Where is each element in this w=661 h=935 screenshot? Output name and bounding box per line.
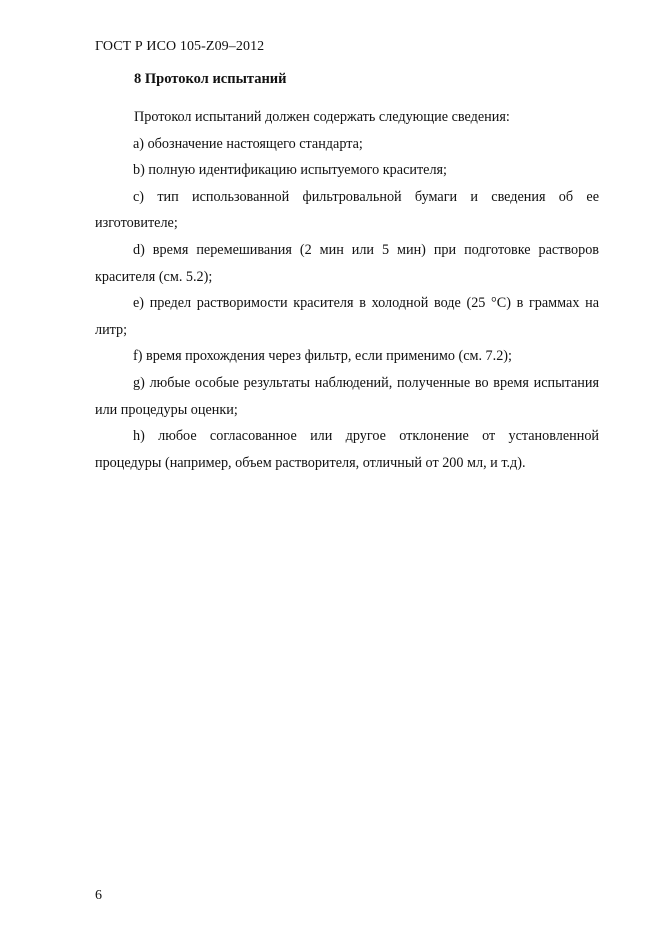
list-item-letter: e) bbox=[133, 295, 145, 312]
list-item-text: любые особые результаты наблюдений, полученные во время испытания или процедуры оценки; bbox=[95, 374, 600, 418]
section-title: 8 Протокол испытаний bbox=[134, 71, 287, 87]
list-item bbox=[95, 237, 599, 290]
list-item-letter: b) bbox=[133, 162, 145, 179]
list-item bbox=[95, 131, 599, 158]
section-body bbox=[95, 104, 599, 476]
list-item-letter: f) bbox=[133, 348, 143, 365]
list-item-letter: c) bbox=[133, 188, 145, 205]
list-item bbox=[95, 423, 599, 476]
list-item bbox=[95, 370, 599, 423]
list-item-letter: g) bbox=[133, 374, 145, 391]
page-number: 6 bbox=[95, 888, 102, 903]
list-item-text: полную идентификацию испытуемого красителя; bbox=[148, 162, 447, 179]
list-item bbox=[95, 184, 599, 237]
list-item-text: любое согласованное или другое отклонение от установленной процедуры (например, объем растворителя, отличный от 200 мл, и т.д). bbox=[95, 428, 600, 471]
list-item bbox=[95, 157, 599, 184]
list-item-text: время перемешивания (2 мин или 5 мин) при подготовке растворов красителя (см. 5.2); bbox=[95, 241, 600, 285]
list-item-letter: h) bbox=[133, 428, 145, 445]
list-item-text: обозначение настоящего стандарта; bbox=[147, 135, 363, 152]
list-item-letter: a) bbox=[133, 135, 145, 152]
list-item-text: предел растворимости красителя в холодной воде (25 °С) в граммах на литр; bbox=[95, 295, 600, 338]
section-intro: Протокол испытаний должен содержать следующие сведения: bbox=[134, 109, 510, 125]
list-item-text: время прохождения через фильтр, если применимо (см. 7.2); bbox=[146, 348, 512, 365]
list-item-text: тип использованной фильтровальной бумаги и сведения об ее изготовителе; bbox=[95, 188, 599, 232]
list-item bbox=[95, 290, 599, 343]
list-item-letter: d) bbox=[133, 241, 145, 258]
list-item bbox=[95, 343, 599, 370]
document-code-header: ГОСТ Р ИСО 105-Z09–2012 bbox=[95, 39, 265, 54]
